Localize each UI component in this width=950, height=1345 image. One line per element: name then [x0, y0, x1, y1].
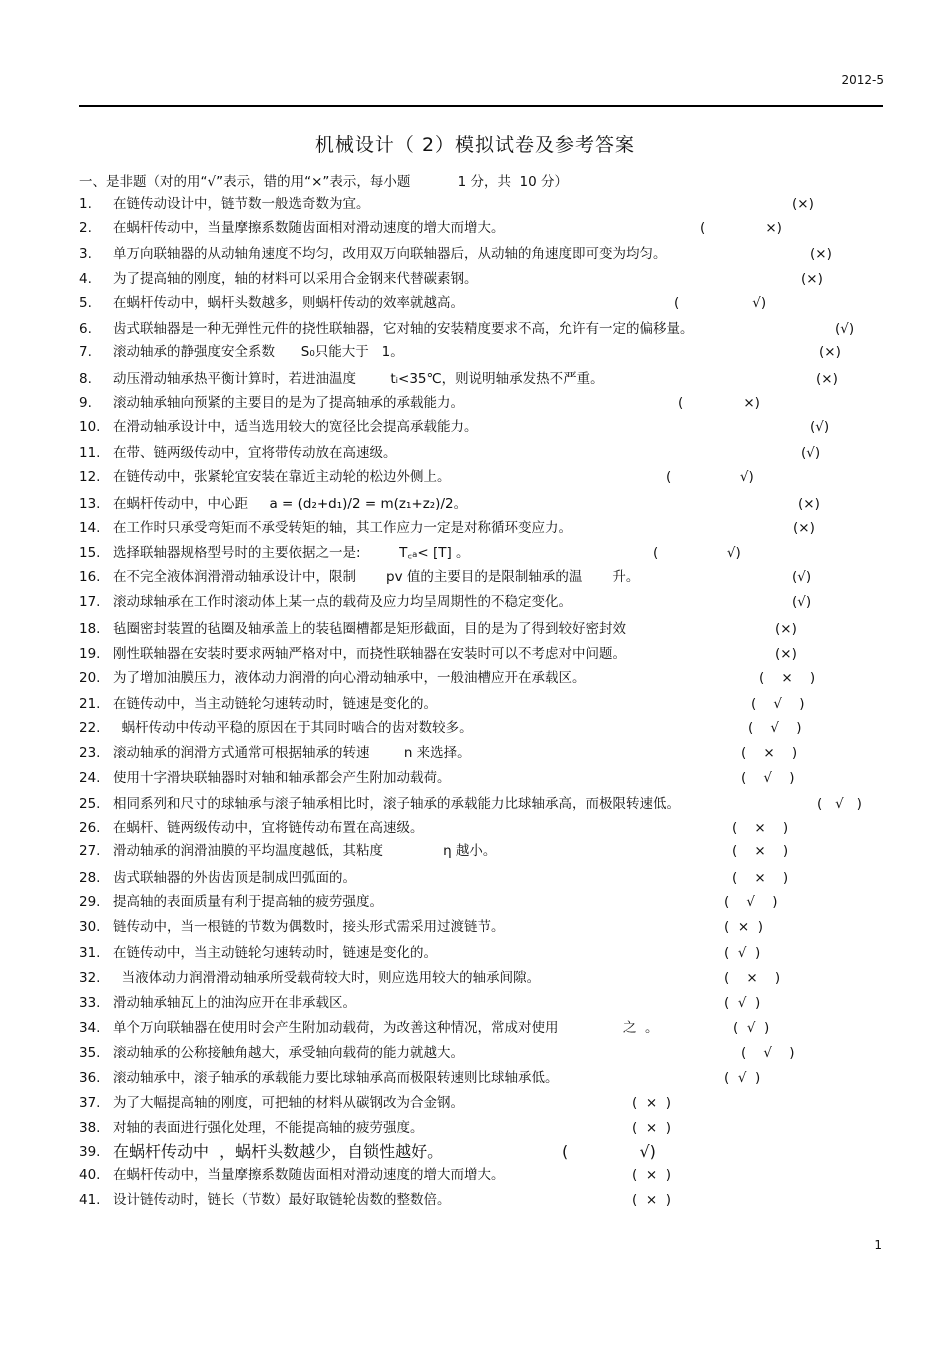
question-answer: ( √ ): [733, 1020, 770, 1036]
question-answer: ( × ): [632, 1120, 672, 1136]
question-answer: (×): [775, 621, 797, 637]
question-answer: ( √ ): [741, 1045, 795, 1061]
question-item: [79, 293, 879, 313]
question-answer: ( × ): [732, 843, 789, 859]
question-answer: ( ×): [700, 220, 782, 236]
question-number: 39.: [79, 1144, 101, 1160]
header-code: 2012-5: [841, 73, 884, 87]
question-item: [79, 818, 879, 838]
question-number: 35.: [79, 1045, 101, 1061]
question-number: 19.: [79, 646, 101, 662]
question-item: [79, 592, 879, 612]
question-text: 在滑动轴承设计中，适当选用较大的宽径比会提高承载能力。: [113, 419, 478, 435]
question-text: 在蜗杆传动中，中心距 a = (d₂+d₁)/2 = m(z₁+z₂)/2。: [113, 496, 468, 512]
question-text: 当液体动力润滑滑动轴承所受载荷较大时，则应选用较大的轴承间隙。: [113, 970, 541, 986]
question-item: [79, 218, 879, 238]
question-item: [79, 868, 879, 888]
question-text: 滚动轴承的润滑方式通常可根据轴承的转速 n 来选择。: [113, 745, 471, 761]
question-number: 29.: [79, 894, 101, 910]
question-text: 为了提高轴的刚度，轴的材料可以采用合金钢来代替碳素钢。: [113, 271, 478, 287]
section-heading: 一、是非题（对的用“√”表示，错的用“×”表示，每小题 1 分，共 10 分）: [79, 174, 569, 190]
question-number: 25.: [79, 796, 101, 812]
question-answer: ( √ ): [741, 770, 795, 786]
question-answer: (×): [810, 246, 832, 262]
question-item: [79, 841, 879, 861]
question-number: 38.: [79, 1120, 101, 1136]
question-number: 31.: [79, 945, 101, 961]
question-number: 16.: [79, 569, 101, 585]
question-item: [79, 1142, 879, 1162]
question-text: 齿式联轴器是一种无弹性元件的挠性联轴器，它对轴的安装精度要求不高，允许有一定的偏移量。: [113, 321, 694, 337]
question-answer: ( √ ): [751, 696, 805, 712]
question-number: 14.: [79, 520, 101, 536]
question-number: 37.: [79, 1095, 101, 1111]
question-item: [79, 518, 879, 538]
question-text: 在链传动中，当主动链轮匀速转动时，链速是变化的。: [113, 696, 437, 712]
question-text: 提高轴的表面质量有利于提高轴的疲劳强度。: [113, 894, 383, 910]
question-text: 滚动球轴承在工作时滚动体上某一点的载荷及应力均呈周期性的不稳定变化。: [113, 594, 572, 610]
question-number: 33.: [79, 995, 101, 1011]
question-item: [79, 467, 879, 487]
question-answer: (×): [775, 646, 797, 662]
question-answer: (×): [816, 371, 838, 387]
question-item: [79, 743, 879, 763]
page-number: 1: [874, 1238, 882, 1252]
question-answer: ( × ): [724, 919, 764, 935]
question-item: [79, 1043, 879, 1063]
question-answer: ( √): [666, 469, 754, 485]
question-item: [79, 892, 879, 912]
question-item: [79, 369, 879, 389]
question-answer: (×): [792, 196, 814, 212]
question-number: 28.: [79, 870, 101, 886]
question-text: 在链传动设计中，链节数一般选奇数为宜。: [113, 196, 370, 212]
question-item: [79, 417, 879, 437]
question-number: 1.: [79, 196, 92, 212]
question-text: 单万向联轴器的从动轴角速度不均匀，改用双万向联轴器后，从动轴的角速度即可变为均匀。: [113, 246, 667, 262]
question-item: [79, 993, 879, 1013]
question-text: 在蜗杆、链两级传动中，宜将链传动布置在高速级。: [113, 820, 424, 836]
question-text: 单个万向联轴器在使用时会产生附加动载荷，为改善这种情况，常成对使用 之 。: [113, 1020, 659, 1036]
question-text: 滑动轴承的润滑油膜的平均温度越低，其粘度 η 越小。: [113, 843, 497, 859]
question-answer: ( × ): [741, 745, 798, 761]
question-number: 9.: [79, 395, 92, 411]
question-text: 在不完全液体润滑滑动轴承设计中，限制 pv 值的主要目的是限制轴承的温 升。: [113, 569, 640, 585]
question-text: 刚性联轴器在安装时要求两轴严格对中，而挠性联轴器在安装时可以不考虑对中问题。: [113, 646, 626, 662]
question-answer: ( √ ): [724, 1070, 761, 1086]
question-answer: ( √): [562, 1142, 656, 1161]
question-item: [79, 1190, 879, 1210]
question-item: [79, 968, 879, 988]
question-number: 30.: [79, 919, 101, 935]
question-number: 8.: [79, 371, 92, 387]
question-text: 设计链传动时，链长（节数）最好取链轮齿数的整数倍。: [113, 1192, 451, 1208]
question-number: 11.: [79, 445, 101, 461]
question-item: [79, 619, 879, 639]
question-item: [79, 1093, 879, 1113]
question-answer: (√): [792, 594, 812, 610]
question-text: 滚动轴承的公称接触角越大，承受轴向载荷的能力就越大。: [113, 1045, 464, 1061]
question-item: [79, 1165, 879, 1185]
question-item: [79, 269, 879, 289]
document-title: 机械设计（ 2）模拟试卷及参考答案: [314, 134, 636, 156]
header-rule: [79, 105, 883, 107]
question-answer: ( × ): [732, 870, 789, 886]
question-text: 滚动轴承中，滚子轴承的承载能力要比球轴承高而极限转速则比球轴承低。: [113, 1070, 559, 1086]
question-item: [79, 319, 879, 339]
question-item: [79, 917, 879, 937]
question-number: 17.: [79, 594, 101, 610]
question-answer: ( √ ): [817, 796, 862, 812]
question-answer: ( √): [674, 295, 767, 311]
question-number: 3.: [79, 246, 92, 262]
question-item: [79, 1068, 879, 1088]
question-text: 链传动中，当一根链的节数为偶数时，接头形式需采用过渡链节。: [113, 919, 505, 935]
question-answer: ( × ): [724, 970, 781, 986]
question-answer: (√): [801, 445, 821, 461]
question-item: [79, 393, 879, 413]
question-number: 6.: [79, 321, 92, 337]
question-text: 使用十字滑块联轴器时对轴和轴承都会产生附加动载荷。: [113, 770, 451, 786]
question-number: 34.: [79, 1020, 101, 1036]
question-item: [79, 1018, 879, 1038]
question-text: 选择联轴器规格型号时的主要依据之一是: T꜀ₐ< [T] 。: [113, 545, 470, 561]
question-text: 在链传动中，张紧轮宜安装在靠近主动轮的松边外侧上。: [113, 469, 451, 485]
question-number: 18.: [79, 621, 101, 637]
question-answer: ( × ): [732, 820, 789, 836]
question-text: 对轴的表面进行强化处理，不能提高轴的疲劳强度。: [113, 1120, 424, 1136]
question-item: [79, 443, 879, 463]
question-answer: ( × ): [759, 670, 816, 686]
question-number: 41.: [79, 1192, 101, 1208]
question-text: 在工作时只承受弯矩而不承受转矩的轴，其工作应力一定是对称循环变应力。: [113, 520, 572, 536]
question-number: 12.: [79, 469, 101, 485]
question-answer: ( × ): [632, 1192, 672, 1208]
question-number: 5.: [79, 295, 92, 311]
question-number: 7.: [79, 344, 92, 360]
question-text: 在链传动中，当主动链轮匀速转动时，链速是变化的。: [113, 945, 437, 961]
question-item: [79, 244, 879, 264]
question-text: 动压滑动轴承热平衡计算时，若进油温度 tᵢ<35℃，则说明轴承发热不严重。: [113, 371, 604, 387]
question-text: 滑动轴承轴瓦上的油沟应开在非承载区。: [113, 995, 356, 1011]
question-answer: (×): [798, 496, 820, 512]
question-number: 4.: [79, 271, 92, 287]
question-number: 24.: [79, 770, 101, 786]
question-text: 在蜗杆传动中 ，蜗杆头数越少，自锁性越好。: [113, 1142, 444, 1161]
question-item: [79, 194, 879, 214]
question-number: 15.: [79, 545, 101, 561]
question-text: 在蜗杆传动中，蜗杆头数越多，则蜗杆传动的效率就越高。: [113, 295, 464, 311]
question-answer: ( × ): [632, 1167, 672, 1183]
question-text: 相同系列和尺寸的球轴承与滚子轴承相比时，滚子轴承的承载能力比球轴承高，而极限转速低。: [113, 796, 680, 812]
question-answer: (√): [835, 321, 855, 337]
question-item: [79, 543, 879, 563]
question-item: [79, 342, 879, 362]
question-text: 在蜗杆传动中，当量摩擦系数随齿面相对滑动速度的增大而增大。: [113, 220, 505, 236]
question-answer: (×): [819, 344, 841, 360]
question-number: 26.: [79, 820, 101, 836]
question-text: 在带、链两级传动中，宜将带传动放在高速级。: [113, 445, 397, 461]
question-number: 2.: [79, 220, 92, 236]
question-text: 滚动轴承的静强度安全系数 S₀只能大于 1。: [113, 344, 404, 360]
question-number: 22.: [79, 720, 101, 736]
question-answer: ( × ): [632, 1095, 672, 1111]
question-number: 27.: [79, 843, 101, 859]
question-text: 齿式联轴器的外齿齿顶是制成凹弧面的。: [113, 870, 356, 886]
question-number: 23.: [79, 745, 101, 761]
question-answer: ( √ ): [748, 720, 802, 736]
question-answer: (×): [793, 520, 815, 536]
question-answer: ( ×): [678, 395, 760, 411]
question-number: 36.: [79, 1070, 101, 1086]
question-item: [79, 718, 879, 738]
question-text: 为了增加油膜压力，液体动力润滑的向心滑动轴承中，一般油槽应开在承载区。: [113, 670, 586, 686]
question-answer: (√): [810, 419, 830, 435]
question-number: 10.: [79, 419, 101, 435]
question-item: [79, 694, 879, 714]
question-answer: ( √): [653, 545, 741, 561]
question-answer: (√): [792, 569, 812, 585]
question-number: 32.: [79, 970, 101, 986]
question-text: 在蜗杆传动中，当量摩擦系数随齿面相对滑动速度的增大而增大。: [113, 1167, 505, 1183]
question-answer: ( √ ): [724, 894, 778, 910]
question-text: 蜗杆传动中传动平稳的原因在于其同时啮合的齿对数较多。: [113, 720, 473, 736]
question-item: [79, 494, 879, 514]
question-item: [79, 567, 879, 587]
question-item: [79, 768, 879, 788]
question-item: [79, 1118, 879, 1138]
question-item: [79, 644, 879, 664]
question-item: [79, 668, 879, 688]
question-number: 20.: [79, 670, 101, 686]
question-number: 40.: [79, 1167, 101, 1183]
question-answer: (×): [801, 271, 823, 287]
question-answer: ( √ ): [724, 995, 761, 1011]
question-answer: ( √ ): [724, 945, 761, 961]
question-number: 13.: [79, 496, 101, 512]
question-item: [79, 943, 879, 963]
question-number: 21.: [79, 696, 101, 712]
question-item: [79, 794, 879, 814]
question-text: 为了大幅提高轴的刚度，可把轴的材料从碳钢改为合金钢。: [113, 1095, 464, 1111]
question-text: 毡圈密封装置的毡圈及轴承盖上的装毡圈槽都是矩形截面，目的是为了得到较好密封效: [113, 621, 626, 637]
question-text: 滚动轴承轴向预紧的主要目的是为了提高轴承的承载能力。: [113, 395, 464, 411]
